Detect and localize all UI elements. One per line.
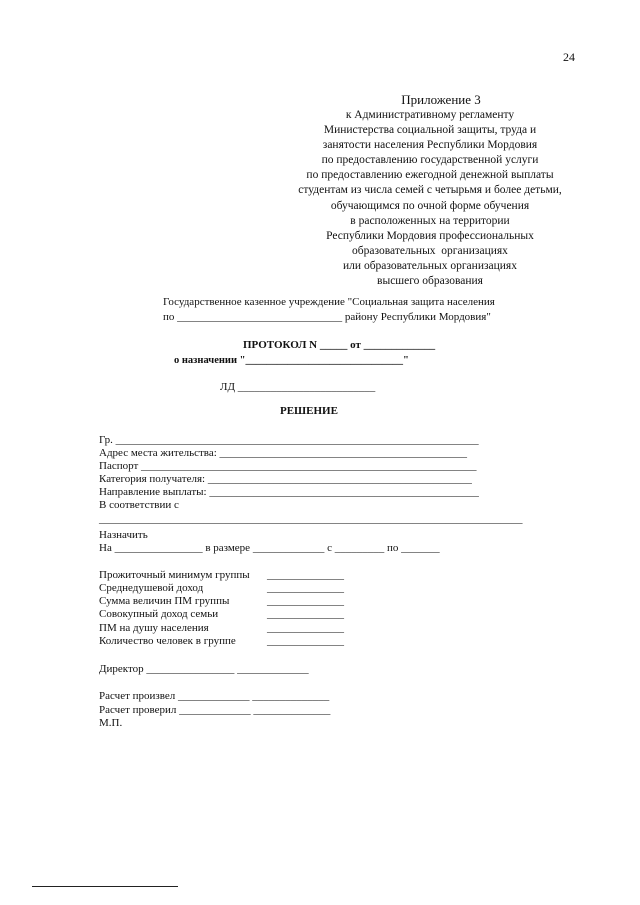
appendix-line: по предоставлению ежегодной денежной выплаты (306, 169, 554, 182)
institution-line-1: Государственное казенное учреждение "Социальная защита населения (163, 296, 495, 308)
field-accordance-blank: _____________________________________________________________________________ (99, 513, 523, 525)
field-recipient-category: Категория получателя: ________________________________________________ (99, 473, 472, 485)
field-address: Адрес места жительства: _____________________________________________ (99, 447, 468, 459)
appendix-line: образовательных организациях (352, 244, 508, 257)
appendix-line: занятости населения Республики Мордовия (322, 139, 538, 152)
protocol-assignment-line: о назначении "______________________________" (174, 355, 409, 366)
summary-blank: ______________ (267, 608, 344, 620)
institution-line-2: по ______________________________ району Республики Мордовия" (163, 311, 491, 323)
seal-placeholder: М.П. (99, 717, 123, 729)
appendix-line: к Административному регламенту (345, 109, 515, 121)
appendix-line: студентам из числа семей с четырьмя и более детьми, (298, 184, 562, 197)
appendix-line: или образовательных организациях (343, 259, 517, 272)
summary-blank: ______________ (267, 635, 344, 647)
calc-done-signature: Расчет произвел _____________ ______________ (99, 690, 330, 702)
field-passport: Паспорт _____________________________________________________________ (99, 460, 477, 472)
appendix-line: в расположенных на территории (350, 214, 510, 227)
director-signature: Директор ________________ _____________ (99, 663, 309, 675)
field-assign: Назначить (99, 529, 148, 541)
summary-label: Сумма величин ПМ группы (99, 595, 230, 607)
protocol-number-line: ПРОТОКОЛ N _____ от _____________ (243, 339, 436, 351)
footnote-separator (32, 886, 178, 887)
summary-blank: ______________ (267, 622, 344, 634)
appendix-line: по предоставлению государственной услуги (321, 154, 539, 167)
appendix-line: Республики Мордовия профессиональных (326, 229, 534, 242)
summary-blank: ______________ (267, 582, 344, 594)
appendix-line: высшего образования (377, 275, 483, 288)
field-payment-direction: Направление выплаты: _________________________________________________ (99, 486, 479, 498)
decision-title: РЕШЕНИЕ (280, 405, 338, 417)
summary-label: Совокупный доход семьи (99, 608, 219, 620)
field-in-accordance: В соответствии с (99, 499, 179, 511)
appendix-title: Приложение 3 (401, 92, 481, 107)
summary-label: Количество человек в группе (99, 635, 236, 647)
summary-label: Прожиточный минимум группы (99, 569, 250, 581)
field-citizen: Гр. __________________________________________________________________ (99, 434, 479, 446)
summary-blank: ______________ (267, 569, 344, 581)
field-period-amount: На ________________ в размере _____________ с _________ по _______ (99, 542, 440, 554)
calc-checked-signature: Расчет проверил _____________ ______________ (99, 704, 331, 716)
appendix-line: Министерства социальной защиты, труда и (323, 124, 537, 137)
appendix-line: обучающимся по очной форме обучения (330, 199, 530, 212)
summary-label: ПМ на душу населения (99, 622, 209, 634)
summary-label: Среднедушевой доход (99, 582, 204, 594)
summary-blank: ______________ (267, 595, 344, 607)
ld-line: ЛД _________________________ (220, 381, 376, 393)
appendix-header (270, 108, 590, 289)
page-number: 24 (563, 50, 575, 64)
